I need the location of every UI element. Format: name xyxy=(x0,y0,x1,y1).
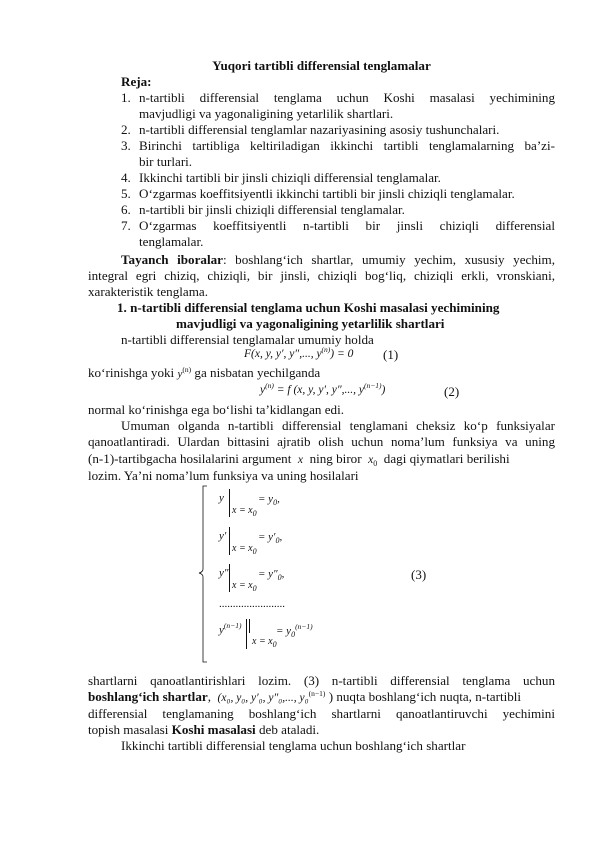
p2-y: y xyxy=(177,368,183,380)
p5-text-a: topish masalasi xyxy=(88,722,169,737)
plan-label: Reja: xyxy=(121,74,152,89)
system-row-1-eval-text: x = x xyxy=(232,505,253,516)
system-row-2-eval-sub: 0 xyxy=(252,547,257,556)
plan-item-1-line1: n-tartibli differensial tenglama uchun Koshi masalasi yechimining xyxy=(139,90,555,105)
system-row-1-lhs: y xyxy=(219,492,224,504)
paragraph-5-line3: differensial tenglamaning boshlang‘ich shartlarni qanoatlantiruvchi yechimini xyxy=(88,706,555,721)
system-row-1-rhs xyxy=(258,493,280,505)
equation-1-number: (1) xyxy=(383,347,399,362)
paragraph-4-line1: Umuman olganda n-tartibli differensial tenglamani cheksiz ko‘p funksiyalar xyxy=(121,418,555,433)
plan-num-1: 1. xyxy=(121,90,131,105)
plan-item-7-line1: O‘zgarmas koeffitsiyentli n-tartibli bir jinsli chiziqli differensial xyxy=(139,218,555,233)
plan-item-6-line1: n-tartibli bir jinsli chiziqli differensial tenglamalar. xyxy=(139,202,405,217)
paragraph-4-line2: qanoatlantiradi. Ulardan bittasini ajratib olish uchun noma’lum funksiya va uning xyxy=(88,434,555,449)
system-row-2-end: , xyxy=(279,531,283,543)
plan-item-2-line1: n-tartibli differensial tenglamlar nazariyasining asosiy tushunchalari. xyxy=(139,122,500,137)
plan-num-6: 6. xyxy=(121,202,131,217)
keywords-line2: integral egri chiziq, chiziqli, bir jinsli, chiziqli bog‘liq, chiziqli erkli, vronskiani, xyxy=(88,268,555,283)
plan-num-2: 2. xyxy=(121,122,131,137)
section-heading-line1: 1. n-tartibli differensial tenglama uchun Koshi masalasi yechimining xyxy=(117,300,500,315)
equation-2-rhs: = f (x, y, y′, y″,..., y xyxy=(276,384,364,396)
p5-point: (x₀, y₀, y′₀, y″₀,..., y₀ xyxy=(217,692,309,704)
plan-item-5-line1: O‘zgarmas koeffitsiyentli ikkinchi tartibli bir jinsli chiziqli tenglamalar. xyxy=(139,186,515,201)
paragraph-5-line2: boshlang‘ich shartlar, (x₀, y₀, y′₀, y″₀,..., y₀$^{(n-1)}$ ) nuqta boshlang‘ich nuqta, n-tartibli xyxy=(88,689,522,704)
system-row-2-rhs xyxy=(258,531,282,543)
paragraph-normal-form: normal ko‘rinishga ega bo‘lishi ta’kidlangan edi. xyxy=(88,402,344,417)
p4-text-c: dagi qiymatlari berilishi xyxy=(383,451,510,466)
system-row-1-eval-bar xyxy=(229,489,230,517)
system-row-4-lhs xyxy=(219,621,242,636)
plan-item-1-line2: mavjudligi va yagonaligining yetarlilik shartlari. xyxy=(139,106,394,121)
system-row-3-eval-text: x = x xyxy=(232,580,253,591)
section-heading-line2: mavjudligi va yagonaligining yetarlilik shartlari xyxy=(176,316,445,331)
paragraph-6: Ikkinchi tartibli differensial tenglama uchun boshlang‘ich shartlar xyxy=(121,738,466,753)
system-row-3-lhs: y″ xyxy=(219,567,229,579)
system-row-3-rhs xyxy=(258,568,284,580)
p4-x0: x xyxy=(368,454,374,466)
p5-text-b: deb ataladi. xyxy=(258,722,320,737)
p4-x0-sub: 0 xyxy=(373,459,378,468)
p5-point-sup: (n−1) xyxy=(308,689,326,698)
equation-2-tail: ) xyxy=(381,384,386,396)
system-row-1-eval xyxy=(232,505,257,516)
plan-item-3-line2: bir turlari. xyxy=(139,154,193,169)
system-row-1-eval-sub: 0 xyxy=(252,509,257,518)
equation-1-tail: ) = 0 xyxy=(330,348,354,360)
plan-num-4: 4. xyxy=(121,170,131,185)
system-row-4-eval-bar-2 xyxy=(249,619,250,633)
paragraph-general-form: n-tartibli differensial tenglamalar umumiy holda xyxy=(121,332,374,347)
system-row-2-eval-text: x = x xyxy=(232,543,253,554)
system-row-3-eval-bar xyxy=(229,564,230,592)
system-row-4-rhs-sup: (n−1) xyxy=(295,622,313,631)
paragraph-4-line4: lozim. Ya’ni noma’lum funksiya va uning hosilalari xyxy=(88,468,359,483)
system-row-4-lhs-sup: (n−1) xyxy=(223,621,242,630)
keywords-text1: : boshlang‘ich shartlar, umumiy yechim, xususiy yechim, xyxy=(222,252,555,267)
p2-sup: (n) xyxy=(182,365,192,374)
system-row-4-lhs-text: y xyxy=(219,624,224,636)
system-row-1-end: , xyxy=(277,493,280,505)
plan-num-7: 7. xyxy=(121,218,131,233)
system-row-2-rhs-sub: 0 xyxy=(275,536,280,545)
plan-num-3: 3. xyxy=(121,138,131,153)
p5-bold-initial-conditions: boshlang‘ich shartlar xyxy=(88,689,208,704)
equation-1-body: F(x, y, y′, y″,..., y xyxy=(244,348,322,360)
equation-1-sup: (n) xyxy=(321,345,331,354)
plan-num-5: 5. xyxy=(121,186,131,201)
p2-text-a: ko‘rinishga yoki xyxy=(88,365,175,380)
paragraph-5-line1: shartlarni qanoatlantirishlari lozim. (3) n-tartibli differensial tenglama uchun xyxy=(88,673,555,688)
paragraph-5-line4 xyxy=(88,722,555,738)
system-row-4-eval-bar xyxy=(246,619,247,649)
system-dots: ........................ xyxy=(219,598,285,610)
system-row-3-eval-sub: 0 xyxy=(252,584,257,593)
system-row-2-eval xyxy=(232,543,257,554)
p2-text-b: ga nisbatan yechilganda xyxy=(194,365,321,380)
equation-2-number: (2) xyxy=(444,384,460,399)
system-row-4-rhs-sub: 0 xyxy=(291,630,296,639)
equation-2-lhs-sup: (n) xyxy=(265,381,274,390)
system-row-4-eval-text: x = x xyxy=(252,636,273,647)
p5-bold-cauchy: Koshi masalasi xyxy=(171,722,256,737)
system-row-4-eval xyxy=(252,636,277,647)
system-row-2-eval-bar xyxy=(229,527,230,555)
system-row-2-lhs: y′ xyxy=(219,530,227,542)
system-row-4-rhs xyxy=(276,622,313,639)
system-row-4-eval-sub: 0 xyxy=(272,640,277,649)
system-row-4-rhs-text: = y xyxy=(276,625,292,637)
keywords-line3: xarakteristik tenglama. xyxy=(88,284,208,299)
system-row-2-rhs-text: = y′ xyxy=(258,531,276,543)
p4-text-b: ning biror xyxy=(309,451,362,466)
p5-text-end: ) nuqta boshlang‘ich nuqta, n-tartibli xyxy=(328,689,522,704)
plan-item-4-line1: Ikkinchi tartibli bir jinsli chiziqli differensial tenglamalar. xyxy=(139,170,441,185)
system-row-1-rhs-sub: 0 xyxy=(273,498,278,507)
system-row-1-rhs-text: = y xyxy=(258,493,274,505)
p4-x: x xyxy=(297,454,304,466)
system-row-3-eval xyxy=(232,580,257,591)
system-row-3-end: , xyxy=(281,568,285,580)
plan-item-7-line2: tenglamalar. xyxy=(139,234,204,249)
equation-2-lhs: y xyxy=(260,384,266,396)
system-row-3-rhs-sub: 0 xyxy=(277,573,282,582)
plan-item-3-line1: Birinchi tartibliga keltiriladigan ikkinchi tartibli tenglamalarning ba’zi- xyxy=(139,138,555,153)
p4-text-a: (n-1)-tartibgacha hosilalarini argument xyxy=(88,451,292,466)
keywords-label: Tayanch iboralar xyxy=(121,252,223,267)
system-row-3-rhs-text: = y″ xyxy=(258,568,278,580)
equation-3-number: (3) xyxy=(411,567,427,582)
equation-2-rhs-sup: (n−1) xyxy=(363,381,382,390)
page-title: Yuqori tartibli differensial tenglamalar xyxy=(212,58,431,73)
